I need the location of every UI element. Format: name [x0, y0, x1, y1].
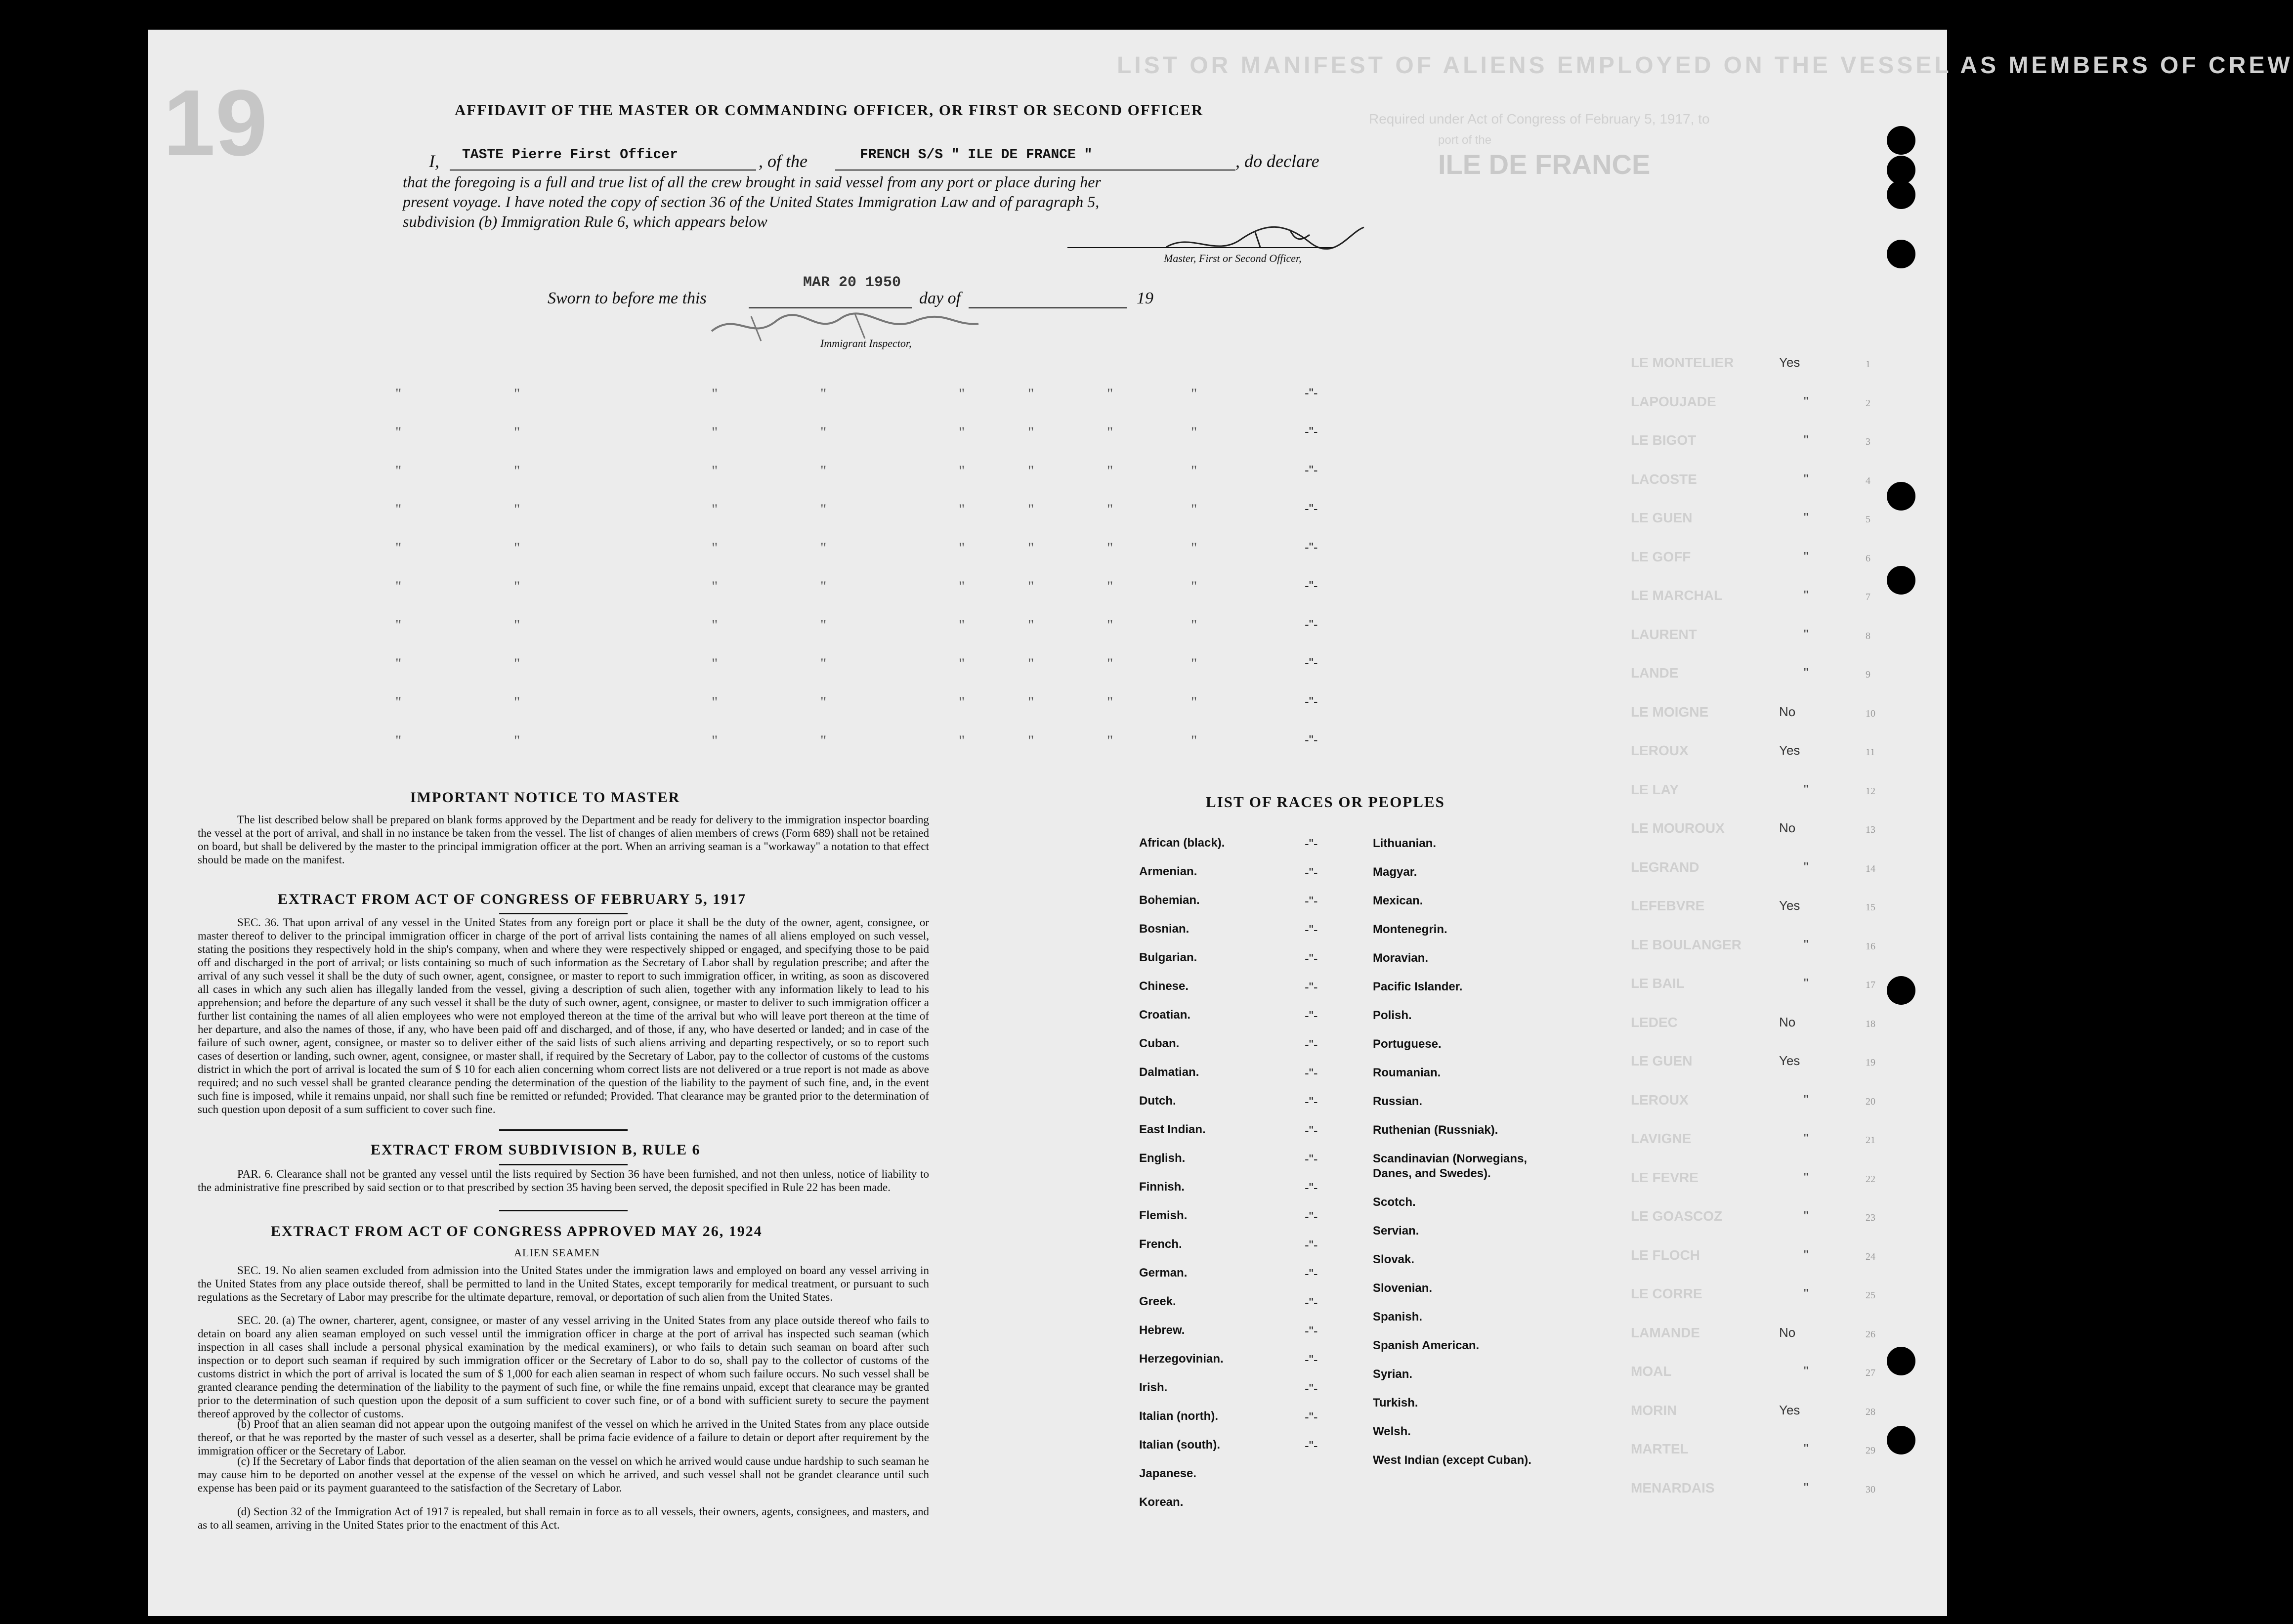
crew-mark: ": [1804, 1169, 1809, 1185]
ditto-mark: ": [959, 463, 965, 479]
ditto-dash: -"-: [1305, 424, 1318, 439]
race-ditto: -"-: [1305, 1180, 1318, 1195]
race-ditto: -"-: [1305, 1094, 1318, 1109]
ditto-mark: ": [1107, 540, 1113, 556]
crew-mark: ": [1804, 471, 1809, 486]
punch-hole: [1887, 240, 1915, 268]
ditto-mark: ": [514, 732, 520, 749]
race-item-left: Armenian.: [1139, 865, 1197, 878]
crew-name: MENARDAIS: [1631, 1480, 1715, 1496]
signature-line: [1067, 247, 1334, 248]
crew-mark: ": [1804, 1247, 1809, 1262]
race-ditto: -"-: [1305, 1438, 1318, 1453]
race-item-right: Spanish American.: [1373, 1339, 1480, 1352]
ditto-mark: ": [712, 655, 718, 672]
ditto-mark: ": [1191, 732, 1197, 749]
crew-row-number: 11: [1866, 747, 1875, 758]
extract-1924-sec19: SEC. 19. No alien seamen excluded from admission into the United States under the immigration laws and employed on board any vessel arriving in the United States from any place outside thereof, shall be permitted to land in the United States, except temporarily for medical treatment, or pursuant to such regulations as the Secretary of Labor may prescribe for the ultimate departure, removal, or deportation of such alien from the United States.: [198, 1264, 929, 1303]
crew-mark: ": [1804, 937, 1809, 952]
crew-mark: ": [1804, 1286, 1809, 1301]
race-item-right: Magyar.: [1373, 865, 1417, 879]
officer-signature: [1161, 213, 1369, 257]
crew-mark: Yes: [1779, 355, 1800, 370]
race-item-left: Japanese.: [1139, 1467, 1197, 1480]
punch-hole: [1887, 976, 1915, 1005]
ditto-mark: ": [712, 578, 718, 595]
race-ditto: -"-: [1305, 1266, 1318, 1281]
bleed-title: LIST OR MANIFEST OF ALIENS EMPLOYED ON THE VESSEL AS MEMBERS OF CREW: [1117, 52, 2293, 79]
sworn-text: Sworn to before me this: [548, 289, 707, 307]
crew-mark: Yes: [1779, 898, 1800, 913]
race-ditto: -"-: [1305, 1352, 1318, 1367]
extract-rule6-body: PAR. 6. Clearance shall not be granted any vessel until the lists required by Section 36 have been furnished, and not then unless, notice of liability to the administrative fine prescribed by said section or to that prescribed by section 35 having been served, the deposit specified in Rule 22 has been made.: [198, 1168, 929, 1194]
crew-name: LE GOASCOZ: [1631, 1208, 1723, 1224]
race-item-left: Flemish.: [1139, 1209, 1188, 1222]
race-item-left: Hebrew.: [1139, 1324, 1185, 1337]
ditto-mark: ": [514, 463, 520, 479]
race-item-left: Finnish.: [1139, 1180, 1185, 1194]
notice-body: The list described below shall be prepared on blank forms approved by the Department and be ready for delivery to the immigration inspector boarding the vessel at the port of arrival, and shall in no instance be taken from the vessel. The list of changes of alien members of crews (Form 689) shall not be retained on board, but shall be delivered by the master to the principal immigration officer at the port. When an arriving seaman is a "workaway" a notation to that effect should be made on the manifest.: [198, 813, 929, 866]
crew-name: LE BIGOT: [1631, 432, 1697, 448]
crew-name: LE MOUROUX: [1631, 820, 1725, 836]
crew-name: LANDE: [1631, 665, 1679, 681]
ditto-mark: ": [820, 694, 827, 710]
crew-row-number: 18: [1866, 1018, 1875, 1029]
race-ditto: -"-: [1305, 1037, 1318, 1052]
ditto-dash: -"-: [1305, 732, 1318, 747]
ditto-mark: ": [1191, 694, 1197, 710]
race-item-right: Polish.: [1373, 1009, 1412, 1022]
crew-name: LE MOIGNE: [1631, 704, 1709, 720]
race-ditto: -"-: [1305, 951, 1318, 966]
extract-1924-heading: EXTRACT FROM ACT OF CONGRESS APPROVED MAY 26, 1924: [271, 1223, 763, 1239]
race-item-right: Spanish.: [1373, 1310, 1423, 1324]
ditto-mark: ": [820, 578, 827, 595]
race-item-right: Mexican.: [1373, 894, 1423, 907]
race-ditto: -"-: [1305, 836, 1318, 851]
ditto-mark: ": [514, 694, 520, 710]
ditto-mark: ": [395, 732, 402, 749]
crew-mark: ": [1804, 510, 1809, 525]
race-item-left: Greek.: [1139, 1295, 1176, 1308]
crew-mark: ": [1804, 393, 1809, 409]
race-ditto: -"-: [1305, 1066, 1318, 1080]
race-item-left: Irish.: [1139, 1381, 1168, 1394]
ditto-mark: ": [395, 540, 402, 556]
ditto-mark: ": [1191, 655, 1197, 672]
crew-row-number: 22: [1866, 1173, 1875, 1185]
ditto-mark: ": [1191, 424, 1197, 440]
crew-mark: Yes: [1779, 743, 1800, 758]
ditto-mark: ": [712, 732, 718, 749]
crew-name: LE CORRE: [1631, 1286, 1702, 1301]
crew-name: LE GOFF: [1631, 549, 1691, 564]
ditto-mark: ": [395, 501, 402, 517]
extract-1924-sec20a: SEC. 20. (a) The owner, charterer, agent, consignee, or master of any vessel arriving in the United States from any place outside thereof who fails to detain on board any alien seaman employed on such vessel until the immigration officer in charge at the port of arrival has inspected such seaman (which inspection in all cases shall include a personal physical examination by the medical examiners), or who fails to detain such seaman on board after such inspection or to deport such seaman if required by such immigration officer or the Secretary of Labor to do so, shall pay to the collector of customs of the customs district in which the port of arrival is located the sum of $ 1,000 for each alien seaman in respect of whom such failure occurs. No such vessel shall be granted clearance pending the determination of the liability to the payment of such fine, or while the fine remains unpaid, except that clearance may be granted prior to the determination of such question upon the deposit of a sum sufficient to cover such fine, or of a bond with sufficient surety to secure the payment thereof approved by the collector of customs.: [198, 1314, 929, 1420]
punch-hole: [1887, 482, 1915, 511]
race-item-right: Servian.: [1373, 1224, 1419, 1238]
race-item-left: Italian (south).: [1139, 1438, 1220, 1452]
ditto-mark: ": [959, 578, 965, 595]
race-item-left: Bulgarian.: [1139, 951, 1197, 964]
crew-row-number: 3: [1866, 436, 1870, 447]
affidavit-i: I,: [429, 151, 439, 171]
ditto-mark: ": [712, 694, 718, 710]
ditto-mark: ": [959, 501, 965, 517]
ditto-mark: ": [1028, 424, 1034, 440]
ditto-mark: ": [1028, 694, 1034, 710]
ditto-mark: ": [1107, 385, 1113, 402]
race-item-right: Turkish.: [1373, 1396, 1418, 1410]
race-item-left: Korean.: [1139, 1496, 1184, 1509]
ditto-mark: ": [820, 540, 827, 556]
punch-hole: [1887, 126, 1915, 155]
crew-row-number: 13: [1866, 824, 1875, 835]
race-item-right: Syrian.: [1373, 1368, 1413, 1381]
crew-mark: ": [1804, 432, 1809, 447]
affidavit-line-2: that the foregoing is a full and true list of all the crew brought in said vessel from any port or place during her: [403, 173, 1101, 191]
crew-mark: ": [1804, 549, 1809, 564]
ditto-dash: -"-: [1305, 501, 1318, 516]
extract-1924-sec20b: (b) Proof that an alien seaman did not appear upon the outgoing manifest of the vessel on which he arrived in the United States from any place outside thereof, or that he was reported by the master of such vessel as a deserter, shall be prima facie evidence of a failure to detain or deport after requirement by the immigration officer or the Secretary of Labor.: [198, 1418, 929, 1457]
race-item-left: Cuban.: [1139, 1037, 1180, 1050]
crew-row-number: 17: [1866, 980, 1875, 990]
race-item-left: Chinese.: [1139, 980, 1189, 993]
race-item-left: African (black).: [1139, 836, 1225, 850]
crew-row-number: 9: [1866, 669, 1870, 680]
crew-name: LE LAY: [1631, 781, 1679, 797]
crew-mark: ": [1804, 626, 1809, 641]
ditto-mark: ": [1107, 655, 1113, 672]
race-item-left: East Indian.: [1139, 1123, 1206, 1136]
extract-1917-rule: [499, 913, 628, 914]
crew-mark: Yes: [1779, 1402, 1800, 1417]
ditto-mark: ": [1191, 501, 1197, 517]
race-item-right: Scandinavian (Norwegians, Danes, and Swedes).: [1373, 1152, 1528, 1180]
crew-row-number: 5: [1866, 514, 1870, 525]
extract-rule6-rule: [499, 1164, 628, 1165]
crew-mark: No: [1779, 1014, 1796, 1029]
ditto-mark: ": [820, 655, 827, 672]
ditto-mark: ": [395, 655, 402, 672]
crew-mark: ": [1804, 1092, 1809, 1107]
race-item-left: Italian (north).: [1139, 1410, 1218, 1423]
race-item-right: Montenegrin.: [1373, 923, 1447, 936]
ditto-mark: ": [820, 463, 827, 479]
crew-mark: ": [1804, 588, 1809, 602]
affidavit-line-4: subdivision (b) Immigration Rule 6, which appears below: [403, 213, 767, 230]
race-ditto: -"-: [1305, 894, 1318, 908]
ditto-mark: ": [1191, 385, 1197, 402]
year-prefix: 19: [1137, 289, 1153, 307]
ditto-mark: ": [395, 424, 402, 440]
race-ditto: -"-: [1305, 1123, 1318, 1138]
race-ditto: -"-: [1305, 1410, 1318, 1424]
crew-name: LE BAIL: [1631, 976, 1685, 991]
ditto-mark: ": [1191, 540, 1197, 556]
crew-name: LE GUEN: [1631, 510, 1693, 525]
ditto-mark: ": [820, 424, 827, 440]
ditto-mark: ": [514, 501, 520, 517]
ditto-mark: ": [1107, 463, 1113, 479]
ditto-mark: ": [959, 424, 965, 440]
crew-name: LE MONTELIER: [1631, 355, 1734, 370]
ditto-mark: ": [1107, 732, 1113, 749]
crew-name: LAURENT: [1631, 626, 1697, 642]
race-ditto: -"-: [1305, 865, 1318, 880]
crew-name: LAPOUJADE: [1631, 393, 1716, 409]
ditto-mark: ": [395, 463, 402, 479]
extract-1917-heading: EXTRACT FROM ACT OF CONGRESS OF FEBRUARY 5, 1917: [278, 891, 747, 907]
bleed-vessel: ILE DE FRANCE: [1438, 149, 1651, 180]
officer-name-field: TASTE Pierre First Officer: [462, 147, 678, 163]
punch-hole: [1887, 566, 1915, 595]
race-ditto: -"-: [1305, 1381, 1318, 1396]
crew-row-number: 7: [1866, 592, 1870, 602]
crew-mark: No: [1779, 704, 1796, 719]
ditto-mark: ": [820, 501, 827, 517]
race-ditto: -"-: [1305, 922, 1318, 937]
crew-name: LEFEBVRE: [1631, 898, 1705, 913]
crew-row-number: 26: [1866, 1328, 1875, 1340]
race-item-right: Roumanian.: [1373, 1066, 1441, 1079]
extract-1917-body: SEC. 36. That upon arrival of any vessel in the United States from any foreign port or place it shall be the duty of the owner, agent, consignee, or master thereof to deliver to the principal immigration officer in charge of the port of arrival lists containing the names of all aliens employed on such vessel, stating the positions they respectively hold in the ship's company, when and where they were respectively shipped or engaged, and specifying those to be paid off and discharged in the port of arrival; or lists containing so much of such information as the Secretary of Labor shall by regulation prescribe; and after the arrival of any such vessel it shall be the duty of such owner, agent, consignee, or master to report to such immigration officer, in writing, as soon as discovered all cases in which any such alien has illegally landed from the vessel, giving a description of such alien, together with any information likely to lead to his apprehension; and before the departure of any such vessel it shall be the duty of such owner, agent, consignee, or master to deliver to such immigration officer a further list containing the names of all alien employees who were not employed thereon at the time of the arrival but who will leave port thereon at the time of her departure, and also the names of those, if any, who have been paid off and discharged, and of those, if any, who have deserted or landed; and in case of the failure of such owner, agent, consignee, or master so to deliver either of the said lists of such aliens arriving and departing respectively, or so to report such cases of desertion or landing, such owner, agent, consignee, or master shall, if required by the Secretary of Labor, pay to the collector of customs of the customs district in which the port of arrival is located the sum of $ 10 for each alien concerning whom correct lists are not delivered or a true report is not made as above required; and no such vessel shall be granted clearance pending the determination of the question of the liability to the payment of such fine, and, in the event such fine is imposed, while it remains unpaid, nor shall such fine be remitted or refunded; Provided. That clearance may be granted prior to the determination of such question upon deposit of a sum sufficient to cover such fine.: [198, 916, 929, 1115]
race-ditto: -"-: [1305, 1152, 1318, 1166]
ditto-mark: ": [514, 578, 520, 595]
race-item-left: Dutch.: [1139, 1094, 1176, 1108]
ditto-mark: ": [712, 540, 718, 556]
ditto-mark: ": [1028, 501, 1034, 517]
crew-mark: ": [1804, 781, 1809, 797]
punch-hole: [1887, 1347, 1915, 1375]
ditto-mark: ": [514, 385, 520, 402]
race-item-left: English.: [1139, 1152, 1186, 1165]
ditto-mark: ": [712, 463, 718, 479]
day-line: [969, 307, 1127, 308]
crew-row-number: 14: [1866, 863, 1875, 874]
affidavit-line-3: present voyage. I have noted the copy of section 36 of the United States Immigration Law and of paragraph 5,: [403, 193, 1100, 211]
vessel-name-field: FRENCH S/S " ILE DE FRANCE ": [860, 147, 1093, 163]
ditto-dash: -"-: [1305, 655, 1318, 670]
crew-row-number: 4: [1866, 475, 1870, 486]
crew-name: LEROUX: [1631, 743, 1689, 758]
ditto-mark: ": [959, 385, 965, 402]
crew-mark: ": [1804, 665, 1809, 680]
race-ditto: -"-: [1305, 1209, 1318, 1224]
punch-hole: [1887, 1426, 1915, 1454]
crew-name: LEROUX: [1631, 1092, 1689, 1108]
crew-row-number: 8: [1866, 630, 1870, 641]
race-item-left: Bosnian.: [1139, 922, 1189, 936]
crew-row-number: 24: [1866, 1251, 1875, 1262]
race-item-right: Portuguese.: [1373, 1037, 1442, 1051]
races-heading: LIST OF RACES OR PEOPLES: [1206, 793, 1445, 811]
affidavit-do-declare: , do declare: [1235, 151, 1319, 171]
punch-hole: [1887, 180, 1915, 209]
ditto-mark: ": [959, 540, 965, 556]
crew-mark: ": [1804, 976, 1809, 990]
ditto-mark: ": [1028, 732, 1034, 749]
race-item-right: Scotch.: [1373, 1196, 1416, 1209]
crew-name: LE BOULANGER: [1631, 937, 1741, 952]
race-item-right: Slovenian.: [1373, 1282, 1433, 1295]
race-item-left: German.: [1139, 1266, 1188, 1280]
crew-row-number: 10: [1866, 708, 1875, 719]
crew-name: LE GUEN: [1631, 1053, 1693, 1068]
ditto-mark: ": [1107, 617, 1113, 633]
crew-mark: No: [1779, 820, 1796, 835]
crew-row-number: 29: [1866, 1445, 1875, 1456]
crew-mark: ": [1804, 1208, 1809, 1223]
officer-name-underline: [450, 170, 756, 171]
crew-name: LE FLOCH: [1631, 1247, 1700, 1263]
ditto-mark: ": [395, 694, 402, 710]
bleed-port: port of the: [1438, 133, 1492, 147]
ditto-dash: -"-: [1305, 385, 1318, 400]
crew-mark: ": [1804, 859, 1809, 874]
ditto-mark: ": [959, 732, 965, 749]
ditto-mark: ": [1028, 617, 1034, 633]
crew-row-number: 27: [1866, 1368, 1875, 1378]
signature-caption: Master, First or Second Officer,: [1164, 252, 1302, 264]
crew-mark: ": [1804, 1364, 1809, 1378]
crew-name: LEDEC: [1631, 1014, 1678, 1030]
ditto-mark: ": [1107, 501, 1113, 517]
ditto-dash: -"-: [1305, 694, 1318, 709]
ditto-mark: ": [820, 617, 827, 633]
ditto-mark: ": [712, 617, 718, 633]
extract-1917-end-rule: [499, 1129, 628, 1131]
crew-name: LE MARCHAL: [1631, 588, 1723, 603]
affidavit-of-the: , of the: [759, 151, 807, 171]
ditto-mark: ": [514, 655, 520, 672]
date-stamp: MAR 20 1950: [803, 274, 901, 291]
ditto-dash: -"-: [1305, 617, 1318, 632]
crew-row-number: 12: [1866, 785, 1875, 797]
ditto-mark: ": [395, 617, 402, 633]
crew-row-number: 30: [1866, 1484, 1875, 1495]
ditto-mark: ": [514, 617, 520, 633]
race-item-right: West Indian (except Cuban).: [1373, 1453, 1531, 1467]
extract-1924-subheading: ALIEN SEAMEN: [514, 1246, 600, 1259]
ditto-mark: ": [1191, 578, 1197, 595]
race-item-left: Bohemian.: [1139, 894, 1200, 907]
day-of-text: day of: [919, 289, 961, 307]
extract-rule6-end-rule: [499, 1210, 628, 1211]
race-ditto: -"-: [1305, 1324, 1318, 1338]
ditto-mark: ": [820, 385, 827, 402]
crew-row-number: 6: [1866, 553, 1870, 564]
race-item-right: Welsh.: [1373, 1425, 1411, 1438]
race-ditto: -"-: [1305, 1295, 1318, 1310]
affidavit-heading: AFFIDAVIT OF THE MASTER OR COMMANDING OFFICER, OR FIRST OR SECOND OFFICER: [455, 101, 1204, 119]
extract-1924-sec20c: (c) If the Secretary of Labor finds that deportation of the alien seaman on the vessel on which he arrived would cause undue hardship to such seaman he may cause him to be deported on another vessel at the expense of the vessel on which he arrived, and such vessel shall not be grandet clearance until such expense has been paid or its payment guaranteed to the satisfaction of the Secretary of Labor.: [198, 1455, 929, 1494]
crew-row-number: 25: [1866, 1290, 1875, 1301]
ditto-mark: ": [712, 385, 718, 402]
race-item-left: Croatian.: [1139, 1008, 1191, 1022]
crew-name: MOAL: [1631, 1364, 1672, 1379]
ditto-mark: ": [1028, 655, 1034, 672]
crew-row-number: 15: [1866, 902, 1875, 913]
crew-name: LACOSTE: [1631, 471, 1697, 487]
ditto-mark: ": [1028, 540, 1034, 556]
race-item-left: Herzegovinian.: [1139, 1352, 1224, 1366]
race-item-right: Moravian.: [1373, 951, 1429, 965]
ditto-mark: ": [1107, 578, 1113, 595]
ditto-dash: -"-: [1305, 540, 1318, 555]
crew-row-number: 1: [1866, 359, 1870, 370]
ditto-mark: ": [959, 617, 965, 633]
inspector-caption: Immigrant Inspector,: [820, 337, 912, 349]
crew-row-number: 20: [1866, 1096, 1875, 1107]
crew-name: LAVIGNE: [1631, 1131, 1692, 1146]
race-item-right: Lithuanian.: [1373, 837, 1436, 850]
bleed-page-number: 19: [163, 71, 268, 175]
crew-row-number: 21: [1866, 1135, 1875, 1146]
race-item-left: French.: [1139, 1238, 1182, 1251]
crew-mark: Yes: [1779, 1053, 1800, 1068]
crew-mark: ": [1804, 1441, 1809, 1456]
ditto-mark: ": [1028, 463, 1034, 479]
ditto-mark: ": [712, 424, 718, 440]
race-ditto: -"-: [1305, 1238, 1318, 1252]
ditto-mark: ": [712, 501, 718, 517]
ditto-mark: ": [1191, 463, 1197, 479]
race-item-left: Dalmatian.: [1139, 1066, 1199, 1079]
crew-row-number: 19: [1866, 1057, 1875, 1068]
notice-heading: IMPORTANT NOTICE TO MASTER: [410, 789, 680, 806]
race-ditto: -"-: [1305, 980, 1318, 994]
ditto-mark: ": [959, 655, 965, 672]
ditto-mark: ": [820, 732, 827, 749]
crew-name: LEGRAND: [1631, 859, 1699, 875]
ditto-mark: ": [1028, 578, 1034, 595]
crew-row-number: 2: [1866, 397, 1870, 409]
ditto-mark: ": [395, 578, 402, 595]
ditto-mark: ": [514, 424, 520, 440]
ditto-dash: -"-: [1305, 578, 1318, 593]
extract-rule6-heading: EXTRACT FROM SUBDIVISION B, RULE 6: [371, 1142, 701, 1158]
crew-name: MORIN: [1631, 1402, 1677, 1418]
ditto-mark: ": [395, 385, 402, 402]
ditto-mark: ": [514, 540, 520, 556]
crew-name: LAMANDE: [1631, 1325, 1700, 1340]
race-item-right: Ruthenian (Russniak).: [1373, 1123, 1498, 1137]
crew-mark: ": [1804, 1131, 1809, 1146]
ditto-mark: ": [1028, 385, 1034, 402]
crew-row-number: 23: [1866, 1212, 1875, 1223]
vessel-underline: [835, 170, 1235, 171]
crew-name: MARTEL: [1631, 1441, 1689, 1456]
extract-1924-sec20d: (d) Section 32 of the Immigration Act of 1917 is repealed, but shall remain in force as to all vessels, their owners, agents, consignees, and masters, and as to all seamen, arriving in the United States prior to the enactment of this Act.: [198, 1505, 929, 1531]
crew-mark: No: [1779, 1325, 1796, 1340]
ditto-dash: -"-: [1305, 463, 1318, 477]
ditto-mark: ": [959, 694, 965, 710]
crew-mark: ": [1804, 1480, 1809, 1495]
crew-row-number: 16: [1866, 940, 1875, 952]
bleed-required-line: Required under Act of Congress of February 5, 1917, to: [1369, 111, 1710, 127]
race-item-right: Pacific Islander.: [1373, 980, 1463, 993]
crew-row-number: 28: [1866, 1406, 1875, 1417]
ditto-mark: ": [1107, 694, 1113, 710]
ditto-mark: ": [1107, 424, 1113, 440]
crew-name: LE FEVRE: [1631, 1169, 1699, 1185]
ditto-mark: ": [1191, 617, 1197, 633]
race-ditto: -"-: [1305, 1008, 1318, 1023]
race-item-right: Russian.: [1373, 1095, 1423, 1108]
race-item-right: Slovak.: [1373, 1253, 1415, 1266]
